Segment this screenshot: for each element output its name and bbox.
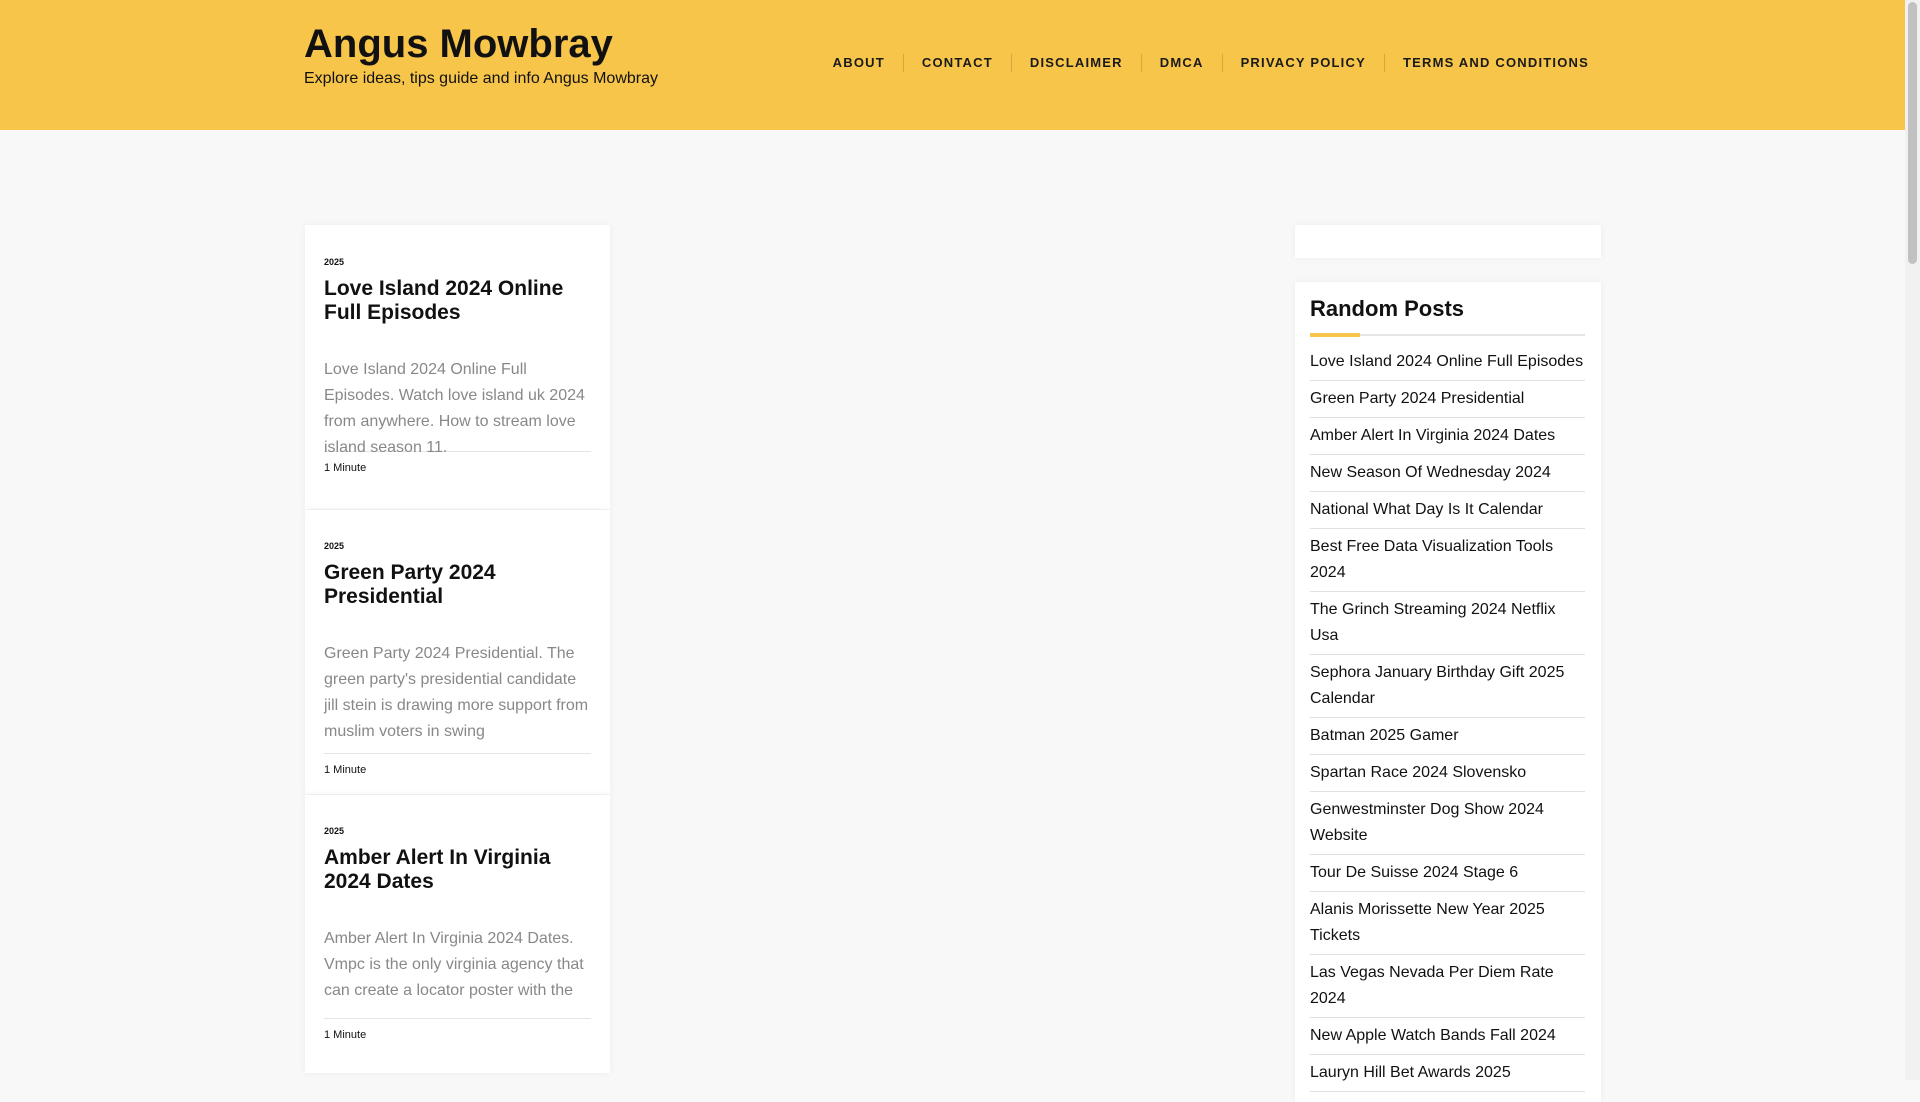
random-post-link[interactable]: National What Day Is It Calendar: [1310, 492, 1585, 529]
post-date[interactable]: 2025: [324, 826, 345, 836]
random-post-link[interactable]: Alanis Morissette New Year 2025 Tickets: [1310, 892, 1585, 955]
post-title[interactable]: Green Party 2024 Presidential: [324, 561, 496, 608]
sidebar-empty-widget: [1295, 225, 1601, 258]
post-date[interactable]: 2025: [324, 541, 345, 551]
random-post-link[interactable]: Tour De Suisse 2024 Stage 6: [1310, 855, 1585, 892]
scrollbar-thumb[interactable]: [1908, 2, 1917, 264]
random-post-link[interactable]: New Season Of Wednesday 2024: [1310, 455, 1585, 492]
page-scrollbar[interactable]: [1905, 0, 1920, 1080]
nav-item-disclaimer[interactable]: DISCLAIMER: [1011, 54, 1141, 72]
nav-item-dmca[interactable]: DMCA: [1141, 54, 1222, 72]
main-nav: [815, 54, 1589, 72]
post-excerpt: Amber Alert In Virginia 2024 Dates. Vmpc is the only virginia agency that can create a locator poster with the: [324, 930, 584, 999]
site-header: [0, 0, 1905, 130]
random-post-link[interactable]: Lauryn Hill Bet Awards 2025: [1310, 1055, 1585, 1092]
nav-item-about[interactable]: ABOUT: [832, 55, 885, 70]
post-read-time: 1 Minute: [324, 1018, 591, 1041]
random-posts-widget: [1295, 282, 1601, 1102]
site-tagline: Explore ideas, tips guide and info Angus Mowbray: [304, 70, 658, 87]
random-post-link[interactable]: New Apple Watch Bands Fall 2024: [1310, 1018, 1585, 1055]
random-post-link[interactable]: Spartan Race 2024 Slovensko: [1310, 755, 1585, 792]
post-title[interactable]: Amber Alert In Virginia 2024 Dates: [324, 846, 551, 893]
random-post-link[interactable]: Best Free Data Visualization Tools 2024: [1310, 529, 1585, 592]
post-title[interactable]: Love Island 2024 Online Full Episodes: [324, 277, 564, 324]
post-date[interactable]: 2025: [324, 257, 345, 267]
post-card: [305, 225, 610, 509]
post-read-time: 1 Minute: [324, 451, 591, 474]
post-card: [305, 510, 610, 794]
random-post-link[interactable]: Las Vegas Nevada Per Diem Rate 2024: [1310, 955, 1585, 1018]
post-excerpt: Love Island 2024 Online Full Episodes. Watch love island uk 2024 from anywhere. How to stream love island season 11.: [324, 361, 585, 456]
widget-title-accent: [1310, 333, 1360, 337]
widget-title: Random Posts: [1310, 296, 1465, 321]
post-read-time: 1 Minute: [324, 753, 591, 776]
random-post-link[interactable]: Amber Alert In Virginia 2024 Dates: [1310, 418, 1585, 455]
site-title[interactable]: Angus Mowbray: [304, 22, 613, 66]
nav-item-contact[interactable]: CONTACT: [903, 54, 1011, 72]
random-post-link[interactable]: Love Island 2024 Online Full Episodes: [1310, 344, 1585, 381]
random-post-link[interactable]: Sephora January Birthday Gift 2025 Calendar: [1310, 655, 1585, 718]
nav-item-privacy-policy[interactable]: PRIVACY POLICY: [1222, 54, 1384, 72]
random-post-link[interactable]: Batman 2025 Gamer: [1310, 718, 1585, 755]
nav-item-terms-and-conditions[interactable]: TERMS AND CONDITIONS: [1384, 54, 1589, 72]
random-posts-list: [1310, 344, 1585, 1092]
post-excerpt: Green Party 2024 Presidential. The green party's presidential candidate jill stein is drawing more support from muslim voters in swing: [324, 645, 589, 740]
random-post-link[interactable]: Genwestminster Dog Show 2024 Website: [1310, 792, 1585, 855]
post-card: [305, 795, 610, 1073]
random-post-link[interactable]: The Grinch Streaming 2024 Netflix Usa: [1310, 592, 1585, 655]
random-post-link[interactable]: Green Party 2024 Presidential: [1310, 381, 1585, 418]
